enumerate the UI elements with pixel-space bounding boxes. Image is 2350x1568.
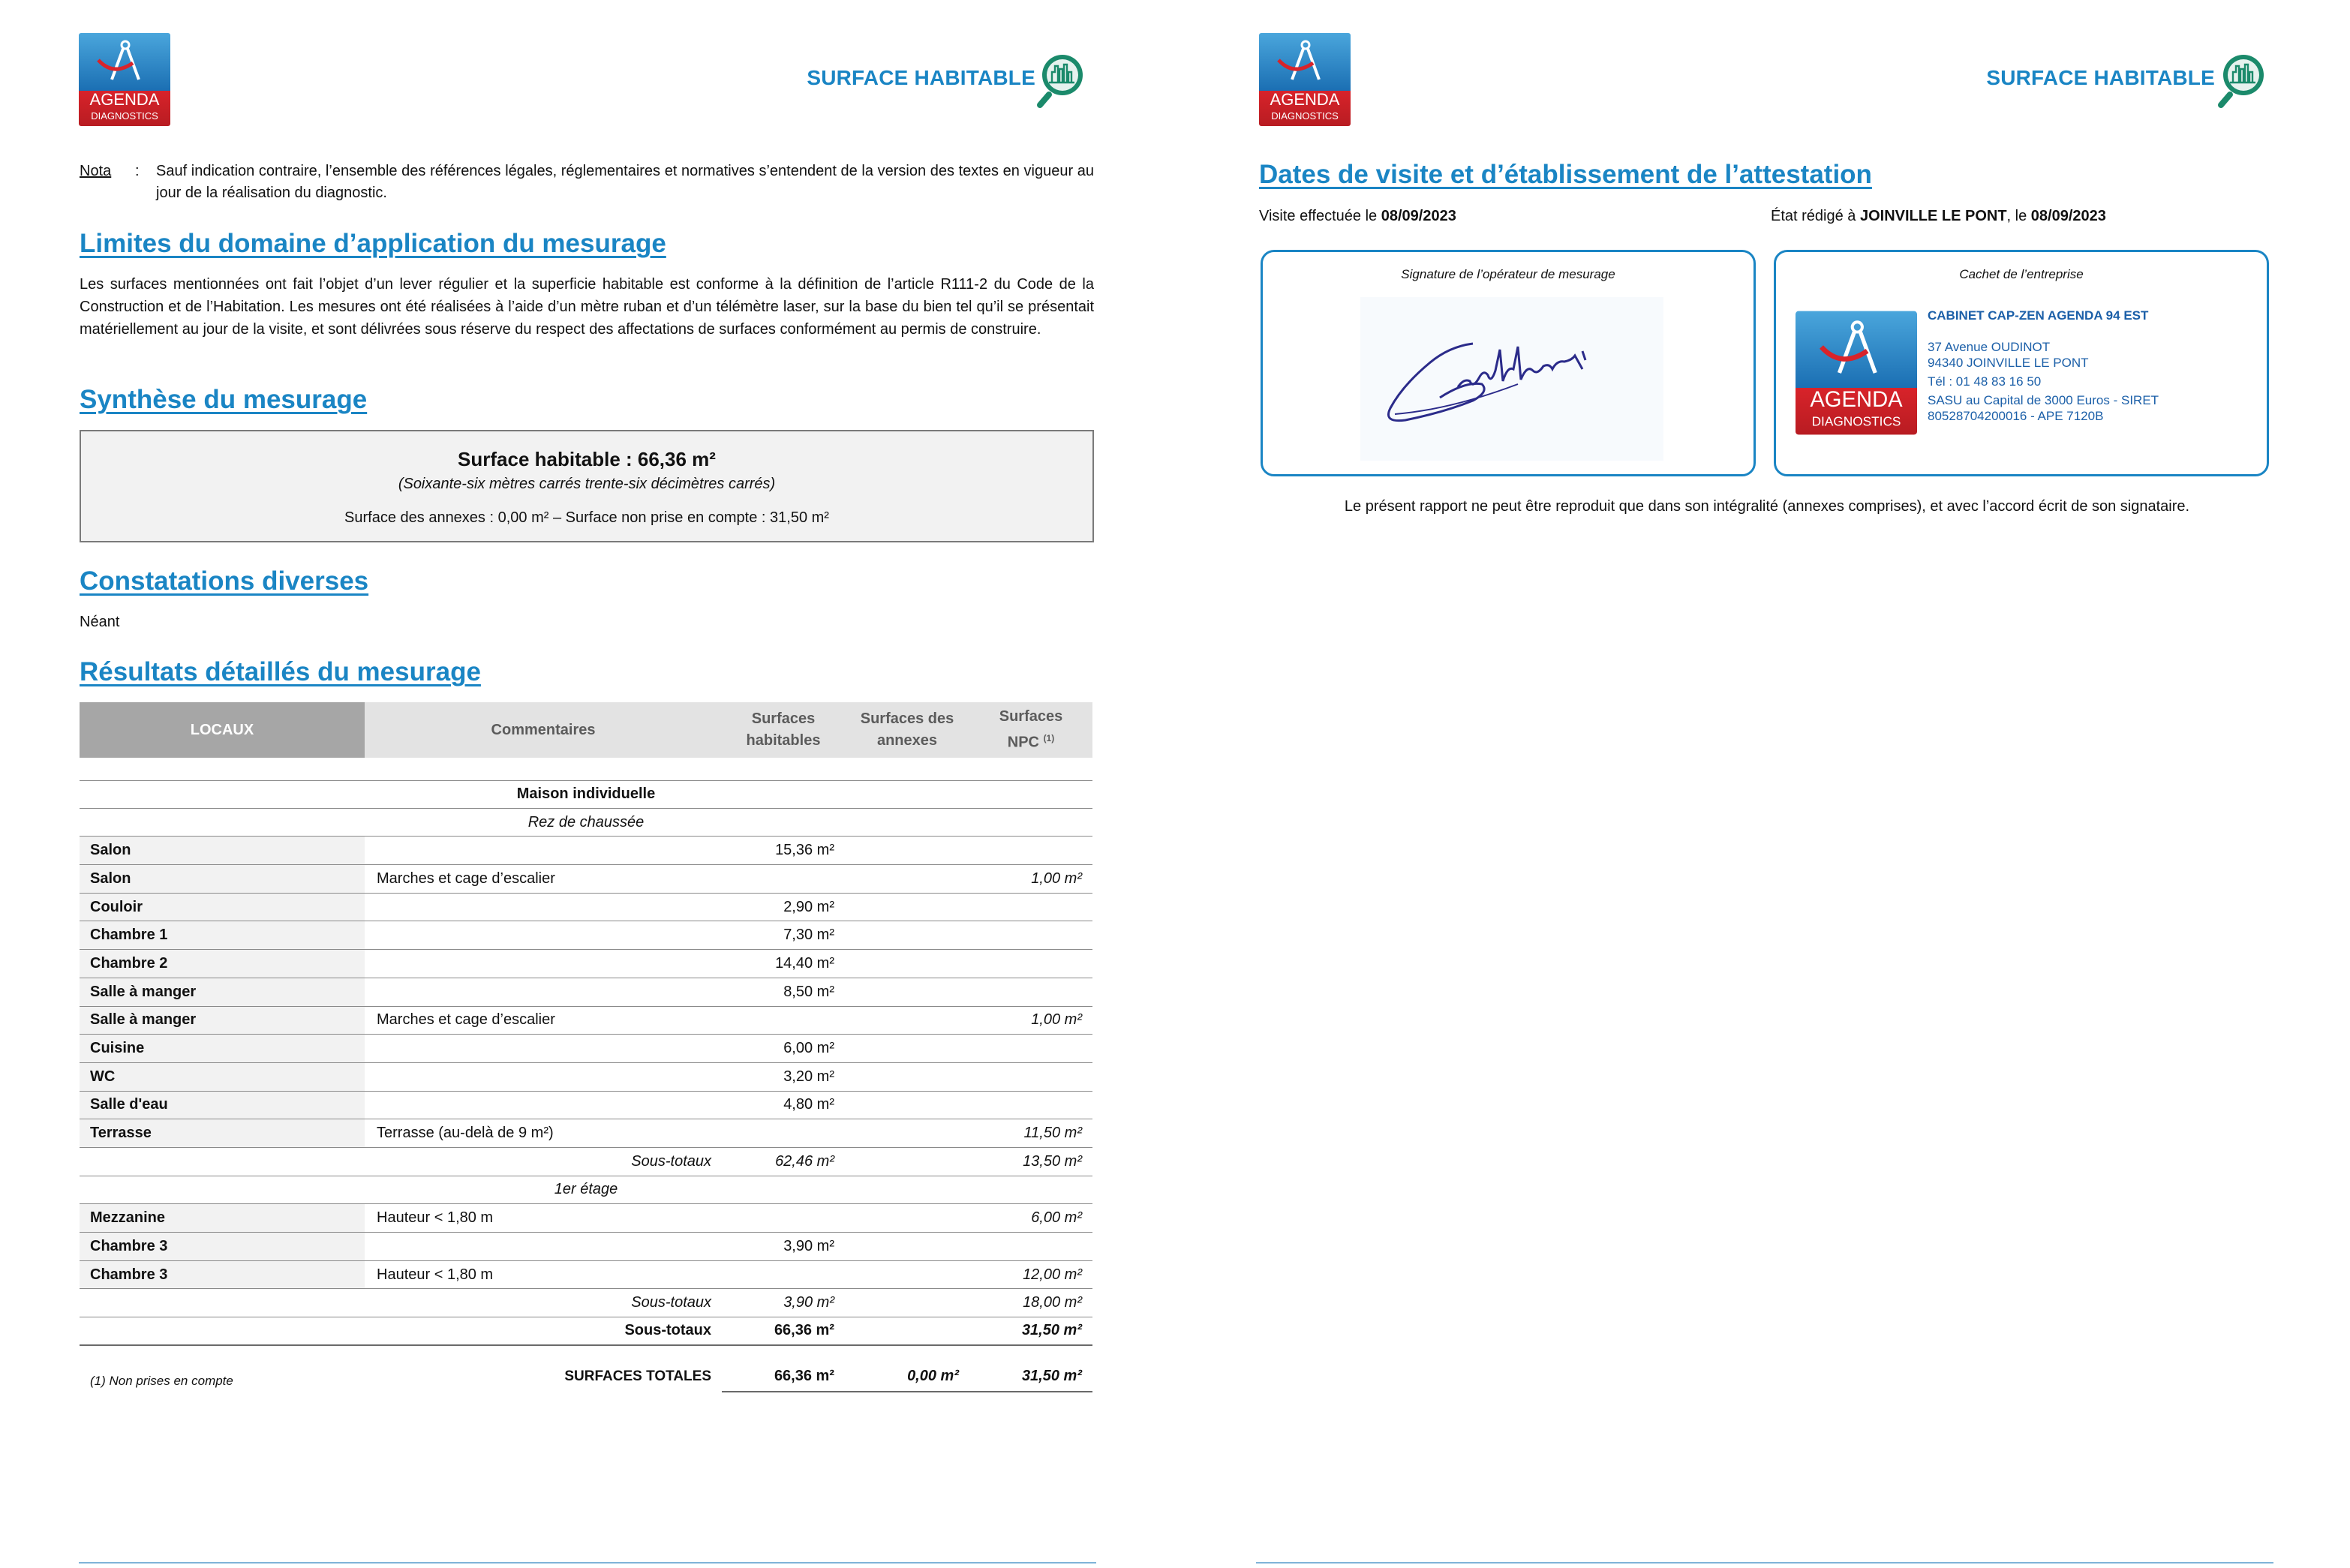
agenda-diagnostics-logo bbox=[79, 33, 170, 126]
floor-label: 1er étage bbox=[554, 1181, 618, 1198]
report-page-right bbox=[1178, 0, 2350, 1568]
table-row bbox=[80, 1035, 1092, 1063]
table-row bbox=[80, 837, 1092, 865]
results-table bbox=[80, 702, 1092, 1388]
section-title-dates: Dates de visite et d’établissement de l’attestation bbox=[1259, 160, 1872, 189]
table-row bbox=[80, 978, 1092, 1007]
etat-date: 08/09/2023 bbox=[2030, 208, 2106, 224]
cell-npc bbox=[969, 1233, 1082, 1260]
table-header bbox=[80, 702, 1092, 758]
svg-text:DIAGNOSTICS: DIAGNOSTICS bbox=[1811, 413, 1901, 429]
visit-prefix: Visite effectuée le bbox=[1259, 208, 1381, 224]
cell-hab: 15,36 m² bbox=[775, 842, 834, 859]
stamp-legal2: 80528704200016 - APE 7120B bbox=[1928, 409, 2104, 423]
cell-comment: Terrasse (au-delà de 9 m²) bbox=[377, 1125, 554, 1142]
subtotal-npc: 31,50 m² bbox=[1021, 1322, 1082, 1339]
table-row bbox=[80, 1204, 1092, 1233]
cell-ann bbox=[845, 894, 959, 921]
cell-ann bbox=[845, 1261, 959, 1289]
cell-local: Cuisine bbox=[80, 1035, 365, 1062]
cell-comment bbox=[377, 1035, 722, 1062]
cell-ann bbox=[845, 865, 959, 893]
header-commentaires: Commentaires bbox=[365, 702, 722, 758]
cell-npc: 1,00 m² bbox=[1031, 1011, 1082, 1029]
visit-date-line bbox=[1259, 208, 1456, 225]
cell-hab: 7,30 m² bbox=[783, 927, 834, 944]
cell-local: Salon bbox=[80, 837, 365, 864]
cell-hab: 4,80 m² bbox=[783, 1096, 834, 1113]
cell-ann bbox=[845, 978, 959, 1006]
section-title-results: Résultats détaillés du mesurage bbox=[80, 657, 481, 686]
cell-npc: 11,50 m² bbox=[1023, 1125, 1082, 1142]
cell-ann bbox=[845, 1035, 959, 1062]
header-locaux: LOCAUX bbox=[80, 702, 365, 758]
table-row bbox=[80, 1261, 1092, 1290]
signature-image bbox=[1360, 297, 1663, 461]
cell-hab: 2,90 m² bbox=[783, 898, 834, 915]
subtotal-hab: 66,36 m² bbox=[774, 1322, 834, 1339]
stamp-phone: Tél : 01 48 83 16 50 bbox=[1928, 374, 2042, 389]
cell-npc bbox=[969, 1092, 1082, 1119]
nota-block bbox=[80, 161, 1094, 204]
cell-comment bbox=[377, 921, 722, 949]
stamp-text bbox=[1928, 308, 2159, 424]
constatations-text: Néant bbox=[80, 614, 120, 630]
cell-comment: Marches et cage d’escalier bbox=[377, 1011, 555, 1029]
footnote-npc: (1) Non prises en compte bbox=[90, 1374, 233, 1388]
cell-comment: Marches et cage d’escalier bbox=[377, 870, 555, 887]
subtotal-npc: 18,00 m² bbox=[1023, 1294, 1082, 1311]
subtotal-npc: 13,50 m² bbox=[1023, 1152, 1082, 1170]
cell-npc bbox=[969, 950, 1082, 978]
cell-local: Chambre 2 bbox=[80, 950, 365, 978]
cell-ann bbox=[845, 837, 959, 864]
totals-hab: 66,36 m² bbox=[722, 1361, 845, 1392]
agenda-diagnostics-logo bbox=[1259, 33, 1351, 126]
agenda-diagnostics-stamp-logo bbox=[1796, 311, 1917, 435]
totals-label: SURFACES TOTALES bbox=[564, 1368, 711, 1384]
cell-comment bbox=[377, 894, 722, 921]
section-label: Maison individuelle bbox=[516, 786, 656, 803]
cell-local: Terrasse bbox=[80, 1119, 365, 1147]
header-title: SURFACE HABITABLE bbox=[1986, 66, 2215, 89]
svg-text:AGENDA: AGENDA bbox=[1270, 90, 1340, 109]
cell-hab: 3,20 m² bbox=[783, 1068, 834, 1085]
cell-hab: 6,00 m² bbox=[783, 1040, 834, 1057]
etat-place: JOINVILLE LE PONT bbox=[1859, 208, 2007, 224]
cell-local: Chambre 1 bbox=[80, 921, 365, 949]
company-stamp-card bbox=[1774, 250, 2269, 476]
subtotal-label: Sous-totaux bbox=[631, 1294, 711, 1311]
etat-prefix: État rédigé à bbox=[1771, 208, 1860, 224]
subtotal-label: Sous-totaux bbox=[624, 1322, 711, 1339]
cell-comment bbox=[377, 978, 722, 1006]
cell-comment: Hauteur < 1,80 m bbox=[377, 1266, 494, 1283]
synthesis-box bbox=[80, 430, 1094, 542]
cell-ann bbox=[845, 1092, 959, 1119]
cell-ann bbox=[845, 1204, 959, 1232]
cell-ann bbox=[845, 1233, 959, 1260]
cell-npc bbox=[969, 837, 1082, 864]
cell-local: Couloir bbox=[80, 894, 365, 921]
header-npc-footnote: (1) bbox=[1043, 733, 1055, 744]
magnifier-building-icon bbox=[2215, 50, 2267, 108]
table-floor-row bbox=[80, 1176, 1092, 1205]
cell-ann bbox=[845, 1119, 959, 1147]
subtotal-hab: 3,90 m² bbox=[783, 1294, 834, 1311]
header-npc-line1: Surfaces bbox=[999, 708, 1063, 725]
cell-hab bbox=[722, 1204, 834, 1232]
stamp-legal1: SASU au Capital de 3000 Euros - SIRET bbox=[1928, 393, 2159, 407]
cell-local: WC bbox=[80, 1063, 365, 1091]
cell-comment bbox=[377, 1063, 722, 1091]
cell-ann bbox=[845, 1063, 959, 1091]
cell-hab: 8,50 m² bbox=[783, 983, 834, 1000]
cell-npc bbox=[969, 921, 1082, 949]
svg-text:AGENDA: AGENDA bbox=[89, 90, 160, 109]
table-row bbox=[80, 1063, 1092, 1092]
table-totals-row bbox=[80, 1361, 1092, 1392]
cell-npc bbox=[969, 978, 1082, 1006]
nota-text: Sauf indication contraire, l’ensemble des références légales, réglementaires et normatives s’entendent de la version des textes en vigueur au jour de la réalisation du diagnostic. bbox=[156, 163, 1094, 201]
table-total-subtotal-row bbox=[80, 1317, 1092, 1346]
table-row bbox=[80, 950, 1092, 978]
table-row bbox=[80, 1119, 1092, 1148]
floor-label: Rez de chaussée bbox=[527, 813, 645, 831]
section-title-constatations: Constatations diverses bbox=[80, 566, 369, 596]
header-surfaces-npc bbox=[969, 702, 1092, 758]
table-row bbox=[80, 1092, 1092, 1120]
cell-local: Salle à manger bbox=[80, 1007, 365, 1035]
cell-local: Mezzanine bbox=[80, 1204, 365, 1232]
cell-local: Salle d'eau bbox=[80, 1092, 365, 1119]
cell-comment bbox=[377, 950, 722, 978]
signature-title: Signature de l’opérateur de mesurage bbox=[1401, 267, 1615, 281]
etat-mid: , le bbox=[2006, 208, 2031, 224]
table-subtotal-row bbox=[80, 1289, 1092, 1317]
cell-npc: 12,00 m² bbox=[1023, 1266, 1082, 1283]
cell-comment bbox=[377, 1233, 722, 1260]
reproduction-notice: Le présent rapport ne peut être reproduit que dans son intégralité (annexes comprises), et avec l’accord écrit de son signataire. bbox=[1344, 498, 2190, 515]
cell-comment: Hauteur < 1,80 m bbox=[377, 1209, 494, 1227]
cell-hab bbox=[722, 1119, 834, 1147]
etat-date-line bbox=[1771, 208, 2106, 225]
svg-text:DIAGNOSTICS: DIAGNOSTICS bbox=[1271, 110, 1339, 122]
signature-card bbox=[1261, 250, 1756, 476]
table-row bbox=[80, 865, 1092, 894]
stamp-title: Cachet de l’entreprise bbox=[1959, 267, 2084, 281]
header-surfaces-habitables bbox=[722, 702, 845, 758]
synthesis-surface-words: (Soixante-six mètres carrés trente-six décimètres carrés) bbox=[398, 476, 776, 492]
table-row bbox=[80, 1007, 1092, 1035]
visit-date: 08/09/2023 bbox=[1381, 208, 1456, 224]
stamp-address1: 37 Avenue OUDINOT bbox=[1928, 340, 2051, 354]
stamp-address2: 94340 JOINVILLE LE PONT bbox=[1928, 356, 2089, 370]
handwritten-signature bbox=[1360, 297, 1663, 461]
nota-label: Nota bbox=[80, 163, 112, 179]
svg-text:AGENDA: AGENDA bbox=[1810, 388, 1903, 413]
cell-npc: 6,00 m² bbox=[1031, 1209, 1082, 1227]
cell-ann bbox=[845, 1007, 959, 1035]
footer-divider bbox=[79, 1562, 1096, 1563]
cell-npc bbox=[969, 1063, 1082, 1091]
svg-text:DIAGNOSTICS: DIAGNOSTICS bbox=[91, 110, 158, 122]
cell-npc: 1,00 m² bbox=[1031, 870, 1082, 887]
header-ann-line2: annexes bbox=[876, 732, 938, 749]
cell-local: Salle à manger bbox=[80, 978, 365, 1006]
cell-local: Chambre 3 bbox=[80, 1233, 365, 1260]
cell-hab: 14,40 m² bbox=[775, 954, 834, 972]
cell-ann bbox=[845, 950, 959, 978]
totals-npc: 31,50 m² bbox=[969, 1361, 1092, 1392]
section-title-synthesis: Synthèse du mesurage bbox=[80, 385, 368, 414]
synthesis-surface: Surface habitable : 66,36 m² bbox=[458, 448, 716, 470]
cell-hab bbox=[722, 1007, 834, 1035]
header-surfaces-annexes bbox=[845, 702, 969, 758]
table-row bbox=[80, 1233, 1092, 1261]
header-ann-line1: Surfaces des bbox=[860, 710, 954, 727]
subtotal-label: Sous-totaux bbox=[631, 1152, 711, 1170]
table-body bbox=[80, 780, 1092, 1346]
cell-ann bbox=[845, 921, 959, 949]
header-npc-line2: NPC bbox=[1007, 734, 1039, 751]
table-floor-row bbox=[80, 809, 1092, 837]
cell-npc bbox=[969, 894, 1082, 921]
header-hab-line2: habitables bbox=[746, 732, 821, 749]
cell-hab bbox=[722, 865, 834, 893]
section-title-limits: Limites du domaine d’application du mesurage bbox=[80, 229, 666, 258]
table-section-row bbox=[80, 780, 1092, 809]
cell-hab: 3,90 m² bbox=[783, 1237, 834, 1254]
footer-divider bbox=[1256, 1562, 2273, 1563]
magnifier-building-icon bbox=[1034, 50, 1086, 108]
header-hab-line1: Surfaces bbox=[751, 710, 816, 727]
stamp-company: CABINET CAP-ZEN AGENDA 94 EST bbox=[1928, 308, 2149, 323]
limits-paragraph: Les surfaces mentionnées ont fait l’objet d’un lever régulier et la superficie habitable est conforme à la définition de l’article R111-2 du Code de la Construction et de l’Habitation. Les mesures ont été réalisées à l’aide d’un mètre ruban et d’un télémètre laser, sur la base du bien tel qu’il se présentait matériellement au jour de la visite, et sont délivrées sous réserve du respect des affectations de surfaces conformément au permis de construire. bbox=[80, 276, 1094, 338]
table-row bbox=[80, 921, 1092, 950]
header-title: SURFACE HABITABLE bbox=[807, 66, 1035, 89]
cell-comment bbox=[377, 1092, 722, 1119]
totals-ann: 0,00 m² bbox=[845, 1361, 969, 1392]
cell-comment bbox=[377, 837, 722, 864]
subtotal-hab: 62,46 m² bbox=[775, 1152, 834, 1170]
cell-local: Salon bbox=[80, 865, 365, 893]
cell-hab bbox=[722, 1261, 834, 1289]
nota-colon: : bbox=[135, 163, 140, 179]
table-row bbox=[80, 894, 1092, 922]
synthesis-annexes: Surface des annexes : 0,00 m² – Surface non prise en compte : 31,50 m² bbox=[344, 509, 829, 526]
cell-local: Chambre 3 bbox=[80, 1261, 365, 1289]
cell-npc bbox=[969, 1035, 1082, 1062]
table-subtotal-row bbox=[80, 1148, 1092, 1176]
